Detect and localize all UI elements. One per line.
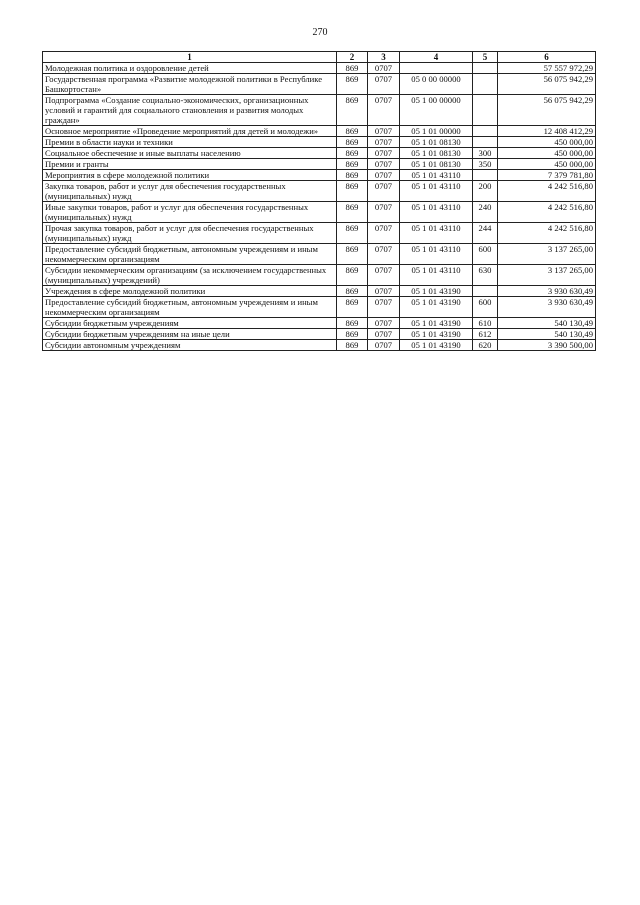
row-name-cell: Учреждения в сфере молодежной политики bbox=[43, 286, 337, 297]
table-row bbox=[43, 137, 596, 148]
ministry-code-cell: 869 bbox=[337, 340, 368, 351]
section-code-cell: 0707 bbox=[368, 148, 400, 159]
row-name-cell: Предоставление субсидий бюджетным, автономным учреждениям и иным некоммерческим организациям bbox=[43, 244, 337, 265]
section-code-cell: 0707 bbox=[368, 244, 400, 265]
section-code-cell: 0707 bbox=[368, 318, 400, 329]
row-name-cell: Иные закупки товаров, работ и услуг для обеспечения государственных (муниципальных) нужд bbox=[43, 202, 337, 223]
target-article-cell: 05 0 00 00000 bbox=[400, 74, 473, 95]
table-row bbox=[43, 223, 596, 244]
ministry-code-cell: 869 bbox=[337, 148, 368, 159]
target-article-cell: 05 1 01 08130 bbox=[400, 148, 473, 159]
table-row bbox=[43, 95, 596, 126]
table-row bbox=[43, 126, 596, 137]
section-code-cell: 0707 bbox=[368, 159, 400, 170]
row-name-cell: Предоставление субсидий бюджетным, автономным учреждениям и иным некоммерческим организациям bbox=[43, 297, 337, 318]
expense-type-cell: 350 bbox=[473, 159, 498, 170]
expense-type-cell bbox=[473, 170, 498, 181]
amount-cell: 3 930 630,49 bbox=[498, 286, 596, 297]
table-row bbox=[43, 340, 596, 351]
section-code-cell: 0707 bbox=[368, 74, 400, 95]
target-article-cell: 05 1 01 43190 bbox=[400, 340, 473, 351]
amount-cell: 450 000,00 bbox=[498, 159, 596, 170]
amount-cell: 3 137 265,00 bbox=[498, 244, 596, 265]
amount-cell: 3 390 500,00 bbox=[498, 340, 596, 351]
amount-cell: 7 379 781,80 bbox=[498, 170, 596, 181]
table-row bbox=[43, 318, 596, 329]
ministry-code-cell: 869 bbox=[337, 329, 368, 340]
budget-table bbox=[42, 51, 596, 351]
row-name-cell: Государственная программа «Развитие молодежной политики в Республике Башкортостан» bbox=[43, 74, 337, 95]
ministry-code-cell: 869 bbox=[337, 297, 368, 318]
row-name-cell: Премии и гранты bbox=[43, 159, 337, 170]
row-name-cell: Подпрограмма «Создание социально-экономических, организационных условий и гарантий для социального становления и развития молодых граждан» bbox=[43, 95, 337, 126]
row-name-cell: Мероприятия в сфере молодежной политики bbox=[43, 170, 337, 181]
row-name-cell: Субсидии бюджетным учреждениям на иные цели bbox=[43, 329, 337, 340]
target-article-cell: 05 1 01 00000 bbox=[400, 126, 473, 137]
table-row bbox=[43, 286, 596, 297]
section-code-cell: 0707 bbox=[368, 126, 400, 137]
section-code-cell: 0707 bbox=[368, 340, 400, 351]
amount-cell: 540 130,49 bbox=[498, 318, 596, 329]
expense-type-cell: 612 bbox=[473, 329, 498, 340]
amount-cell: 12 408 412,29 bbox=[498, 126, 596, 137]
row-name-cell: Прочая закупка товаров, работ и услуг для обеспечения государственных (муниципальных) нужд bbox=[43, 223, 337, 244]
row-name-cell: Субсидии бюджетным учреждениям bbox=[43, 318, 337, 329]
amount-cell: 450 000,00 bbox=[498, 148, 596, 159]
header-col-2: 2 bbox=[337, 52, 368, 63]
section-code-cell: 0707 bbox=[368, 181, 400, 202]
row-name-cell: Молодежная политика и оздоровление детей bbox=[43, 63, 337, 74]
target-article-cell: 05 1 00 00000 bbox=[400, 95, 473, 126]
header-col-4: 4 bbox=[400, 52, 473, 63]
section-code-cell: 0707 bbox=[368, 329, 400, 340]
ministry-code-cell: 869 bbox=[337, 286, 368, 297]
expense-type-cell bbox=[473, 126, 498, 137]
table-body bbox=[43, 63, 596, 351]
expense-type-cell: 200 bbox=[473, 181, 498, 202]
table-row bbox=[43, 329, 596, 340]
ministry-code-cell: 869 bbox=[337, 74, 368, 95]
row-name-cell: Субсидии некоммерческим организациям (за исключением государственных (муниципальных) учреждений) bbox=[43, 265, 337, 286]
expense-type-cell: 244 bbox=[473, 223, 498, 244]
target-article-cell: 05 1 01 43110 bbox=[400, 265, 473, 286]
section-code-cell: 0707 bbox=[368, 170, 400, 181]
amount-cell: 540 130,49 bbox=[498, 329, 596, 340]
table-row bbox=[43, 159, 596, 170]
table-row bbox=[43, 148, 596, 159]
target-article-cell: 05 1 01 43190 bbox=[400, 297, 473, 318]
expense-type-cell: 630 bbox=[473, 265, 498, 286]
ministry-code-cell: 869 bbox=[337, 95, 368, 126]
target-article-cell: 05 1 01 43110 bbox=[400, 244, 473, 265]
ministry-code-cell: 869 bbox=[337, 137, 368, 148]
section-code-cell: 0707 bbox=[368, 202, 400, 223]
section-code-cell: 0707 bbox=[368, 297, 400, 318]
expense-type-cell bbox=[473, 63, 498, 74]
target-article-cell: 05 1 01 43110 bbox=[400, 170, 473, 181]
table-row bbox=[43, 202, 596, 223]
ministry-code-cell: 869 bbox=[337, 223, 368, 244]
header-col-3: 3 bbox=[368, 52, 400, 63]
section-code-cell: 0707 bbox=[368, 95, 400, 126]
ministry-code-cell: 869 bbox=[337, 63, 368, 74]
table-row bbox=[43, 63, 596, 74]
row-name-cell: Субсидии автономным учреждениям bbox=[43, 340, 337, 351]
header-col-5: 5 bbox=[473, 52, 498, 63]
expense-type-cell bbox=[473, 137, 498, 148]
ministry-code-cell: 869 bbox=[337, 159, 368, 170]
ministry-code-cell: 869 bbox=[337, 318, 368, 329]
amount-cell: 57 557 972,29 bbox=[498, 63, 596, 74]
row-name-cell: Основное мероприятие «Проведение мероприятий для детей и молодежи» bbox=[43, 126, 337, 137]
amount-cell: 4 242 516,80 bbox=[498, 181, 596, 202]
ministry-code-cell: 869 bbox=[337, 265, 368, 286]
amount-cell: 450 000,00 bbox=[498, 137, 596, 148]
target-article-cell: 05 1 01 43110 bbox=[400, 181, 473, 202]
table-row bbox=[43, 297, 596, 318]
table-row bbox=[43, 265, 596, 286]
expense-type-cell bbox=[473, 74, 498, 95]
expense-type-cell bbox=[473, 286, 498, 297]
row-name-cell: Социальное обеспечение и иные выплаты населению bbox=[43, 148, 337, 159]
target-article-cell: 05 1 01 43190 bbox=[400, 329, 473, 340]
amount-cell: 3 930 630,49 bbox=[498, 297, 596, 318]
section-code-cell: 0707 bbox=[368, 286, 400, 297]
section-code-cell: 0707 bbox=[368, 265, 400, 286]
table-row bbox=[43, 181, 596, 202]
row-name-cell: Премии в области науки и техники bbox=[43, 137, 337, 148]
expense-type-cell: 240 bbox=[473, 202, 498, 223]
expense-type-cell: 610 bbox=[473, 318, 498, 329]
row-name-cell: Закупка товаров, работ и услуг для обеспечения государственных (муниципальных) нужд bbox=[43, 181, 337, 202]
section-code-cell: 0707 bbox=[368, 223, 400, 244]
table-row bbox=[43, 74, 596, 95]
amount-cell: 56 075 942,29 bbox=[498, 95, 596, 126]
table-row bbox=[43, 170, 596, 181]
section-code-cell: 0707 bbox=[368, 137, 400, 148]
target-article-cell bbox=[400, 63, 473, 74]
amount-cell: 4 242 516,80 bbox=[498, 223, 596, 244]
header-col-1: 1 bbox=[43, 52, 337, 63]
target-article-cell: 05 1 01 08130 bbox=[400, 137, 473, 148]
target-article-cell: 05 1 01 43110 bbox=[400, 223, 473, 244]
target-article-cell: 05 1 01 43190 bbox=[400, 318, 473, 329]
ministry-code-cell: 869 bbox=[337, 170, 368, 181]
target-article-cell: 05 1 01 43190 bbox=[400, 286, 473, 297]
ministry-code-cell: 869 bbox=[337, 181, 368, 202]
ministry-code-cell: 869 bbox=[337, 244, 368, 265]
amount-cell: 56 075 942,29 bbox=[498, 74, 596, 95]
table-row bbox=[43, 244, 596, 265]
target-article-cell: 05 1 01 08130 bbox=[400, 159, 473, 170]
amount-cell: 4 242 516,80 bbox=[498, 202, 596, 223]
target-article-cell: 05 1 01 43110 bbox=[400, 202, 473, 223]
expense-type-cell: 620 bbox=[473, 340, 498, 351]
expense-type-cell: 300 bbox=[473, 148, 498, 159]
ministry-code-cell: 869 bbox=[337, 126, 368, 137]
expense-type-cell bbox=[473, 95, 498, 126]
section-code-cell: 0707 bbox=[368, 63, 400, 74]
expense-type-cell: 600 bbox=[473, 297, 498, 318]
table-header-row bbox=[43, 52, 596, 63]
header-col-6: 6 bbox=[498, 52, 596, 63]
expense-type-cell: 600 bbox=[473, 244, 498, 265]
ministry-code-cell: 869 bbox=[337, 202, 368, 223]
page-number: 270 bbox=[312, 27, 328, 38]
amount-cell: 3 137 265,00 bbox=[498, 265, 596, 286]
